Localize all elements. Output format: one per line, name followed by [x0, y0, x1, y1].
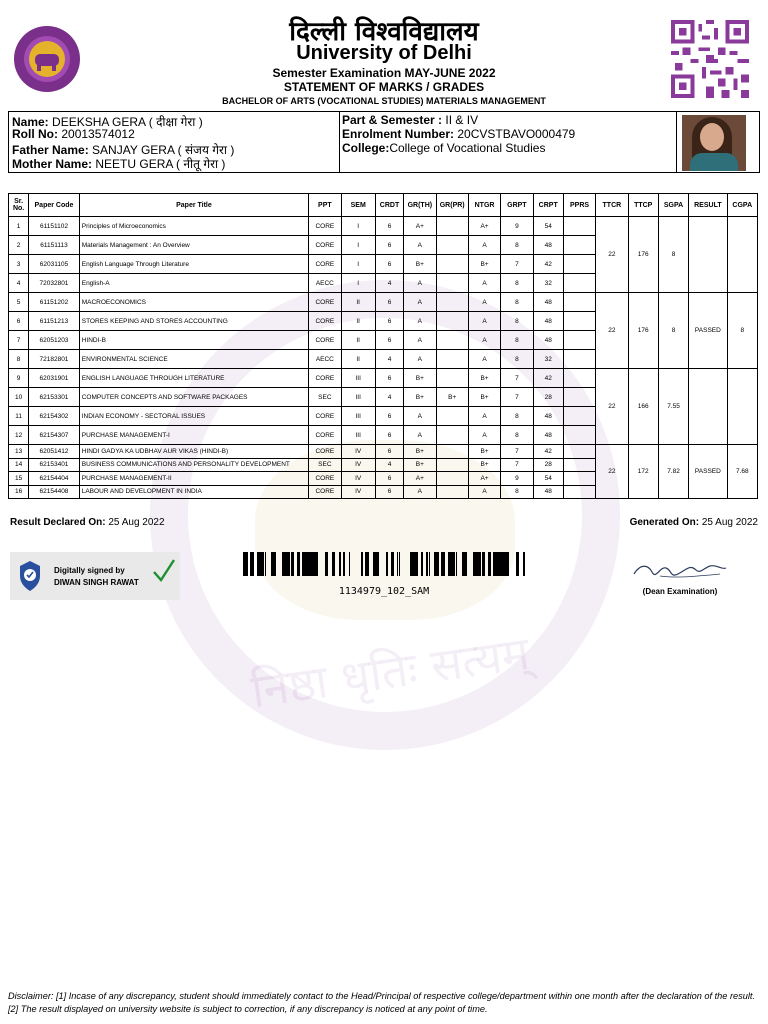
- cell-crdt: 6: [375, 255, 403, 274]
- checkmark-icon: [152, 558, 176, 584]
- cell-sem: I: [341, 217, 375, 236]
- cell-grpr: [436, 445, 468, 459]
- column-header: TTCR: [596, 194, 628, 217]
- cell-sr: 8: [9, 350, 29, 369]
- cell-sr: 13: [9, 445, 29, 459]
- cell-grth: A: [404, 407, 436, 426]
- college-row: College:College of Vocational Studies: [342, 141, 546, 155]
- exam-title: Semester Examination MAY-JUNE 2022: [272, 66, 496, 80]
- cell-grpt: 9: [501, 472, 533, 486]
- cell-pprs: [563, 312, 595, 331]
- university-name-hindi: दिल्ली विश्वविद्यालय: [289, 17, 479, 47]
- cell-code: 61151102: [29, 217, 80, 236]
- cell-sem: II: [341, 312, 375, 331]
- cell-ttcp: 176: [628, 217, 658, 293]
- cell-crdt: 6: [375, 293, 403, 312]
- cell-title: MACROECONOMICS: [79, 293, 308, 312]
- cell-code: 62031105: [29, 255, 80, 274]
- column-header: Sr. No.: [9, 194, 29, 217]
- digital-signature-box: [10, 552, 180, 600]
- cell-grth: A+: [404, 217, 436, 236]
- cell-code: 62154404: [29, 472, 80, 486]
- column-header: GR(PR): [436, 194, 468, 217]
- column-header: SGPA: [658, 194, 688, 217]
- cell-sgpa: 8: [658, 217, 688, 293]
- table-row: [9, 293, 758, 312]
- cell-cgpa: [727, 369, 757, 445]
- result-declared: Result Declared On: 25 Aug 2022: [10, 517, 165, 528]
- cell-ttcr: 22: [596, 369, 628, 445]
- column-header: TTCP: [628, 194, 658, 217]
- cell-ntgr: B+: [468, 369, 500, 388]
- cell-ntgr: A: [468, 350, 500, 369]
- cell-grth: A: [404, 312, 436, 331]
- cell-grth: A: [404, 293, 436, 312]
- cell-grpr: [436, 312, 468, 331]
- cell-ntgr: A: [468, 293, 500, 312]
- cell-ppt: CORE: [309, 312, 341, 331]
- cell-ppt: CORE: [309, 485, 341, 499]
- cell-grpt: 8: [501, 293, 533, 312]
- cell-grpt: 8: [501, 407, 533, 426]
- cell-title: HINDI GADYA KA UDBHAV AUR VIKAS (HINDI-B): [79, 445, 308, 459]
- signed-by-label: Digitally signed by: [54, 566, 125, 575]
- cell-crpt: 32: [533, 350, 563, 369]
- cell-ppt: CORE: [309, 293, 341, 312]
- cell-pprs: [563, 388, 595, 407]
- dean-label: (Dean Examination): [642, 587, 718, 596]
- cell-code: 62031901: [29, 369, 80, 388]
- column-header: Paper Code: [29, 194, 80, 217]
- disclaimer: Disclaimer: [1] Incase of any discrepancy, student should immediately contact to the Head/Principal of respective college/department within one month after the declaration of the result. [2] The result displayed on university website is subject to correction, if any discrepancy is noticed at any point of time.: [8, 991, 755, 1014]
- cell-sem: IV: [341, 485, 375, 499]
- cell-title: ENVIRONMENTAL SCIENCE: [79, 350, 308, 369]
- cell-sgpa: 7.82: [658, 445, 688, 499]
- statement-title: STATEMENT OF MARKS / GRADES: [283, 80, 485, 94]
- cell-grth: B+: [404, 445, 436, 459]
- cell-grpt: 7: [501, 388, 533, 407]
- cell-crdt: 4: [375, 388, 403, 407]
- cell-grth: A: [404, 274, 436, 293]
- cell-ppt: CORE: [309, 407, 341, 426]
- cell-sr: 15: [9, 472, 29, 486]
- cell-sr: 14: [9, 458, 29, 472]
- cell-cgpa: [727, 217, 757, 293]
- generated-on: Generated On: 25 Aug 2022: [629, 517, 758, 528]
- cell-code: 62153301: [29, 388, 80, 407]
- cell-crdt: 6: [375, 407, 403, 426]
- cell-code: 61151202: [29, 293, 80, 312]
- cell-crdt: 6: [375, 472, 403, 486]
- cell-grpr: [436, 350, 468, 369]
- cell-sem: II: [341, 350, 375, 369]
- cell-ttcp: 166: [628, 369, 658, 445]
- cell-ppt: CORE: [309, 255, 341, 274]
- column-header: Paper Title: [79, 194, 308, 217]
- cell-result: [689, 369, 727, 445]
- cell-crdt: 4: [375, 458, 403, 472]
- cell-sr: 6: [9, 312, 29, 331]
- roll-no: 20013574012: [61, 127, 135, 141]
- cell-ntgr: A: [468, 485, 500, 499]
- cell-crpt: 48: [533, 331, 563, 350]
- cell-crdt: 6: [375, 312, 403, 331]
- cell-grth: A: [404, 485, 436, 499]
- column-header: RESULT: [689, 194, 727, 217]
- cell-pprs: [563, 472, 595, 486]
- cell-sr: 3: [9, 255, 29, 274]
- cell-ntgr: A: [468, 236, 500, 255]
- barcode-number: 1134979_102_SAM: [338, 586, 430, 597]
- part-semester: II & IV: [445, 113, 479, 127]
- cell-sem: IV: [341, 472, 375, 486]
- cell-grpt: 8: [501, 274, 533, 293]
- table-row: [9, 445, 758, 459]
- father-name: SANJAY GERA ( संजय गेरा ): [92, 143, 235, 157]
- cell-sem: I: [341, 274, 375, 293]
- cell-crpt: 28: [533, 458, 563, 472]
- college-name: College of Vocational Studies: [389, 141, 546, 155]
- cell-ttcp: 176: [628, 293, 658, 369]
- cell-crdt: 6: [375, 369, 403, 388]
- cell-crdt: 6: [375, 236, 403, 255]
- cell-grpt: 7: [501, 458, 533, 472]
- cell-title: Materials Management : An Overview: [79, 236, 308, 255]
- cell-grpt: 8: [501, 236, 533, 255]
- cell-sem: II: [341, 331, 375, 350]
- cell-sem: III: [341, 369, 375, 388]
- cell-grth: A: [404, 236, 436, 255]
- cell-ntgr: B+: [468, 445, 500, 459]
- cell-sem: I: [341, 255, 375, 274]
- cell-pprs: [563, 407, 595, 426]
- cell-ttcr: 22: [596, 217, 628, 293]
- column-header: SEM: [341, 194, 375, 217]
- cell-grth: B+: [404, 255, 436, 274]
- cell-sr: 4: [9, 274, 29, 293]
- enrolment-number: 20CVSTBAVO000479: [457, 127, 576, 141]
- cell-grth: B+: [404, 458, 436, 472]
- cell-pprs: [563, 255, 595, 274]
- cell-grpt: 8: [501, 350, 533, 369]
- cell-grth: A: [404, 426, 436, 445]
- cell-title: LABOUR AND DEVELOPMENT IN INDIA: [79, 485, 308, 499]
- cell-title: ENGLISH LANGUAGE THROUGH LITERATURE: [79, 369, 308, 388]
- cell-pprs: [563, 293, 595, 312]
- cell-ntgr: A+: [468, 472, 500, 486]
- cell-sr: 12: [9, 426, 29, 445]
- cell-title: English-A: [79, 274, 308, 293]
- cell-crpt: 54: [533, 217, 563, 236]
- column-header: GRPT: [501, 194, 533, 217]
- cell-code: 62051412: [29, 445, 80, 459]
- cell-code: 62154408: [29, 485, 80, 499]
- cell-ntgr: B+: [468, 458, 500, 472]
- generated-date: 25 Aug 2022: [701, 517, 758, 528]
- cell-ntgr: A: [468, 426, 500, 445]
- table-row: [9, 369, 758, 388]
- cell-pprs: [563, 217, 595, 236]
- cell-ppt: CORE: [309, 426, 341, 445]
- cell-ntgr: B+: [468, 255, 500, 274]
- cell-crpt: 48: [533, 426, 563, 445]
- cell-cgpa: 7.68: [727, 445, 757, 499]
- cell-code: 72182801: [29, 350, 80, 369]
- cell-title: COMPUTER CONCEPTS AND SOFTWARE PACKAGES: [79, 388, 308, 407]
- cell-crdt: 6: [375, 217, 403, 236]
- column-header: CGPA: [727, 194, 757, 217]
- cell-ppt: CORE: [309, 472, 341, 486]
- signature-badge-icon: [16, 559, 44, 593]
- cell-grth: B+: [404, 369, 436, 388]
- cell-grpt: 8: [501, 426, 533, 445]
- student-name-row: Name: DEEKSHA GERA ( दीक्षा गेरा ): [12, 115, 203, 129]
- cell-sem: I: [341, 236, 375, 255]
- cell-pprs: [563, 274, 595, 293]
- cell-grpt: 7: [501, 255, 533, 274]
- cell-grpt: 8: [501, 331, 533, 350]
- university-name: University of Delhi: [296, 42, 472, 64]
- cell-grpr: [436, 485, 468, 499]
- cell-ttcr: 22: [596, 445, 628, 499]
- cell-sr: 2: [9, 236, 29, 255]
- dean-signature-icon: [630, 558, 730, 584]
- cell-code: 61151113: [29, 236, 80, 255]
- cell-code: 62154307: [29, 426, 80, 445]
- cell-grth: A: [404, 331, 436, 350]
- cell-result: PASSED: [689, 293, 727, 369]
- cell-crpt: 48: [533, 407, 563, 426]
- cell-title: INDIAN ECONOMY - SECTORAL ISSUES: [79, 407, 308, 426]
- cell-crpt: 32: [533, 274, 563, 293]
- cell-title: English Language Through Literature: [79, 255, 308, 274]
- cell-pprs: [563, 331, 595, 350]
- marks-table: [8, 193, 758, 499]
- cell-code: 62154302: [29, 407, 80, 426]
- cell-pprs: [563, 236, 595, 255]
- cell-grpr: [436, 274, 468, 293]
- cell-crdt: 4: [375, 274, 403, 293]
- cell-sem: III: [341, 388, 375, 407]
- student-info-box: [8, 111, 760, 173]
- cell-crpt: 48: [533, 485, 563, 499]
- cell-grpr: [436, 293, 468, 312]
- cell-grpt: 8: [501, 312, 533, 331]
- cell-crdt: 6: [375, 331, 403, 350]
- cell-code: 61151213: [29, 312, 80, 331]
- column-header: CRDT: [375, 194, 403, 217]
- cell-ntgr: A: [468, 274, 500, 293]
- cell-title: HINDI-B: [79, 331, 308, 350]
- cell-crpt: 48: [533, 236, 563, 255]
- cell-result: [689, 217, 727, 293]
- cell-sr: 10: [9, 388, 29, 407]
- father-name-row: Father Name: SANJAY GERA ( संजय गेरा ): [12, 143, 235, 157]
- cell-pprs: [563, 350, 595, 369]
- cell-sgpa: 8: [658, 293, 688, 369]
- programme-name: BACHELOR OF ARTS (VOCATIONAL STUDIES) MATERIALS MANAGEMENT: [222, 96, 546, 106]
- cell-title: PURCHASE MANAGEMENT-II: [79, 472, 308, 486]
- cell-grth: A+: [404, 472, 436, 486]
- column-header: PPT: [309, 194, 341, 217]
- cell-pprs: [563, 369, 595, 388]
- cell-grpt: 8: [501, 485, 533, 499]
- cell-cgpa: 8: [727, 293, 757, 369]
- qr-code-icon: [670, 20, 750, 98]
- cell-ppt: SEC: [309, 458, 341, 472]
- cell-code: 72032801: [29, 274, 80, 293]
- table-row: [9, 217, 758, 236]
- column-header: GR(TH): [404, 194, 436, 217]
- cell-title: PURCHASE MANAGEMENT-I: [79, 426, 308, 445]
- cell-ttcr: 22: [596, 293, 628, 369]
- cell-grpr: [436, 255, 468, 274]
- cell-sem: IV: [341, 445, 375, 459]
- cell-sr: 5: [9, 293, 29, 312]
- cell-ntgr: B+: [468, 388, 500, 407]
- cell-sr: 11: [9, 407, 29, 426]
- cell-crpt: 42: [533, 445, 563, 459]
- cell-ntgr: A+: [468, 217, 500, 236]
- column-header: CRPT: [533, 194, 563, 217]
- cell-crdt: 6: [375, 445, 403, 459]
- enrolment-row: Enrolment Number: 20CVSTBAVO000479: [342, 127, 576, 141]
- cell-crpt: 42: [533, 369, 563, 388]
- cell-ppt: AECC: [309, 350, 341, 369]
- cell-crpt: 28: [533, 388, 563, 407]
- part-semester-row: Part & Semester : II & IV: [342, 113, 479, 127]
- column-header: NTGR: [468, 194, 500, 217]
- cell-grpr: [436, 472, 468, 486]
- cell-ntgr: A: [468, 407, 500, 426]
- barcode-icon: [243, 552, 525, 576]
- cell-grpt: 9: [501, 217, 533, 236]
- cell-ppt: CORE: [309, 369, 341, 388]
- table-header-row: [9, 194, 758, 217]
- cell-grpt: 7: [501, 369, 533, 388]
- cell-ppt: CORE: [309, 331, 341, 350]
- cell-sem: III: [341, 407, 375, 426]
- mother-name-row: Mother Name: NEETU GERA ( नीतू गेरा ): [12, 157, 226, 171]
- cell-crdt: 6: [375, 485, 403, 499]
- cell-code: 62153401: [29, 458, 80, 472]
- cell-ttcp: 172: [628, 445, 658, 499]
- watermark-motto: निष्ठा धृतिः सत्यम्: [247, 625, 533, 719]
- cell-sr: 1: [9, 217, 29, 236]
- mother-name: NEETU GERA ( नीतू गेरा ): [95, 157, 226, 171]
- cell-ppt: CORE: [309, 445, 341, 459]
- cell-ntgr: A: [468, 312, 500, 331]
- cell-sr: 7: [9, 331, 29, 350]
- cell-ppt: CORE: [309, 236, 341, 255]
- cell-sr: 16: [9, 485, 29, 499]
- cell-crpt: 48: [533, 293, 563, 312]
- cell-crpt: 54: [533, 472, 563, 486]
- cell-grpt: 7: [501, 445, 533, 459]
- cell-title: Principles of Microeconomics: [79, 217, 308, 236]
- cell-pprs: [563, 485, 595, 499]
- cell-ppt: CORE: [309, 217, 341, 236]
- cell-crdt: 4: [375, 350, 403, 369]
- cell-sgpa: 7.55: [658, 369, 688, 445]
- cell-grpr: [436, 217, 468, 236]
- cell-grth: A: [404, 350, 436, 369]
- cell-crpt: 42: [533, 255, 563, 274]
- cell-grpr: [436, 236, 468, 255]
- cell-crpt: 48: [533, 312, 563, 331]
- cell-grpr: [436, 369, 468, 388]
- cell-ppt: AECC: [309, 274, 341, 293]
- cell-grth: B+: [404, 388, 436, 407]
- cell-pprs: [563, 426, 595, 445]
- student-name: DEEKSHA GERA ( दीक्षा गेरा ): [52, 115, 203, 129]
- cell-sr: 9: [9, 369, 29, 388]
- student-photo: [682, 115, 746, 171]
- cell-result: PASSED: [689, 445, 727, 499]
- cell-ppt: SEC: [309, 388, 341, 407]
- cell-pprs: [563, 445, 595, 459]
- cell-code: 62051203: [29, 331, 80, 350]
- cell-sem: II: [341, 293, 375, 312]
- cell-grpr: [436, 458, 468, 472]
- cell-grpr: B+: [436, 388, 468, 407]
- cell-pprs: [563, 458, 595, 472]
- cell-title: STORES KEEPING AND STORES ACCOUNTING: [79, 312, 308, 331]
- cell-crdt: 6: [375, 426, 403, 445]
- cell-grpr: [436, 331, 468, 350]
- cell-grpr: [436, 407, 468, 426]
- cell-sem: III: [341, 426, 375, 445]
- column-header: PPRS: [563, 194, 595, 217]
- cell-sem: IV: [341, 458, 375, 472]
- cell-grpr: [436, 426, 468, 445]
- signer-name: DIWAN SINGH RAWAT: [54, 578, 139, 587]
- cell-ntgr: A: [468, 331, 500, 350]
- cell-title: BUSINESS COMMUNICATIONS AND PERSONALITY DEVELOPMENT: [79, 458, 308, 472]
- result-declared-date: 25 Aug 2022: [108, 517, 165, 528]
- roll-no-row: Roll No: 20013574012: [12, 127, 135, 141]
